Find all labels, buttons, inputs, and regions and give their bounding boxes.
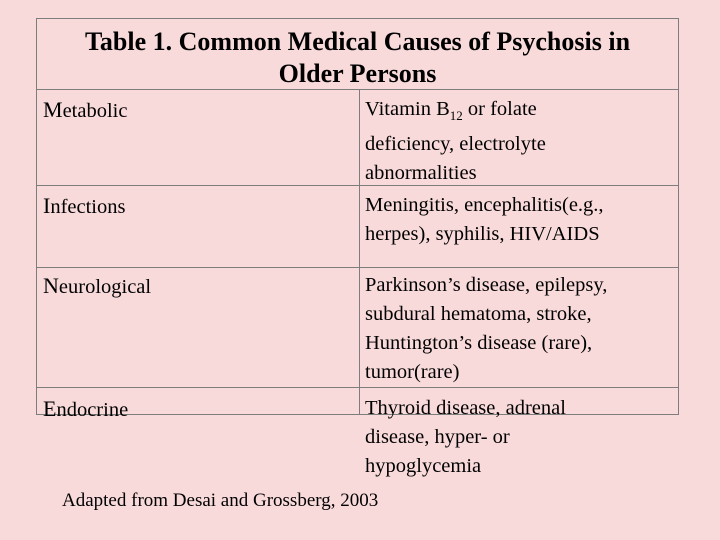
description-line: Huntington’s disease (rare), [365, 332, 593, 354]
category-metabolic: Metabolic [43, 97, 128, 122]
category-infections: Infections [43, 193, 126, 218]
description-line: Vitamin $B_{12}$ or folate [365, 98, 537, 123]
description-line: hypoglycemia [365, 455, 482, 477]
table-title [36, 18, 679, 90]
description-line: Thyroid disease, adrenal [365, 397, 566, 419]
causes-table [36, 89, 679, 477]
description-endocrine [365, 394, 675, 481]
description-line: subdural hematoma, stroke, [365, 303, 592, 325]
row-divider [37, 387, 678, 388]
description-metabolic [365, 95, 675, 188]
description-neurological [365, 271, 675, 387]
table-title-line-1: Table 1. Common Medical Causes of Psychosis in [84, 27, 631, 56]
description-line: deficiency, electrolyte [365, 133, 546, 155]
source-footnote: Adapted from Desai and Grossberg, 2003 [62, 490, 379, 511]
column-divider [359, 89, 360, 414]
row-divider [37, 267, 678, 268]
description-infections [365, 191, 675, 249]
description-line: herpes), syphilis, HIV/AIDS [365, 223, 600, 245]
category-endocrine: Endocrine [43, 396, 129, 421]
description-line: abnormalities [365, 162, 477, 184]
description-line: Meningitis, encephalitis(e.g., [365, 194, 604, 216]
description-line: disease, hyper- or [365, 426, 510, 448]
category-neurological: Neurological [43, 273, 152, 298]
description-line: tumor(rare) [365, 361, 460, 383]
table-title-line-2: Older Persons [278, 59, 437, 88]
description-line: Parkinson’s disease, epilepsy, [365, 274, 608, 296]
